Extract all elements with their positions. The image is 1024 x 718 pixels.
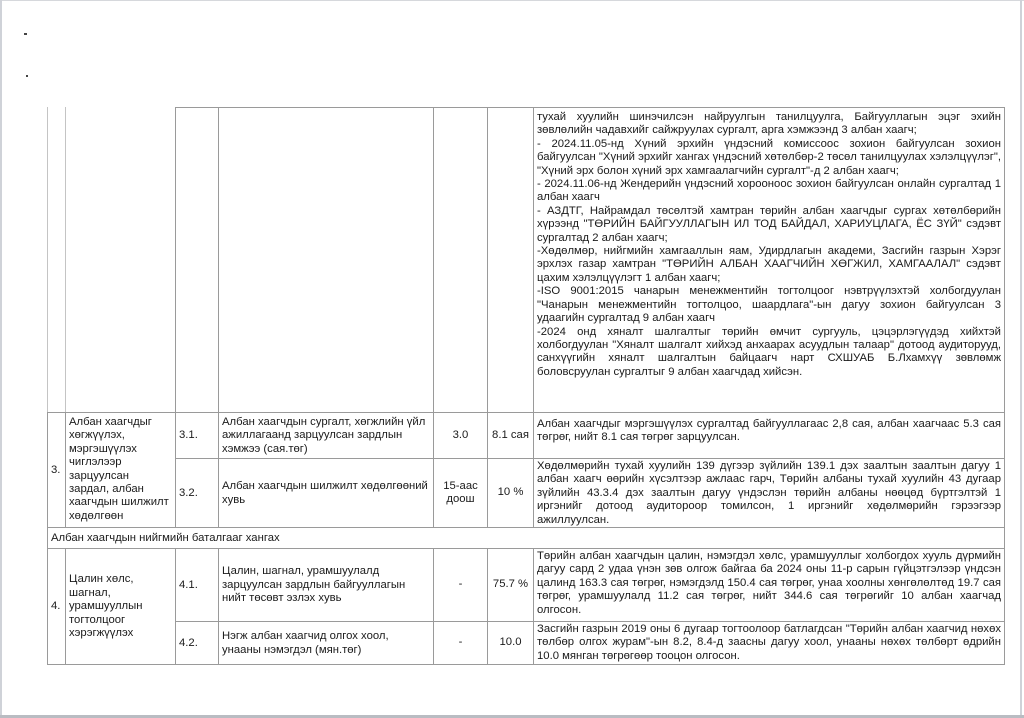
- group4-goal-cell: [65, 548, 175, 665]
- actual-value: 10.0: [499, 636, 522, 649]
- row-4-2-actual-cell: [487, 621, 533, 665]
- row-3-1-target-cell: [433, 412, 487, 458]
- row-4-2-indicator-cell: [218, 621, 433, 665]
- indicator-text: Албан хаагчдын сургалт, хөгжлийн үйл ажиллагаанд зарцуулсан зардлын хэмжээ (сая.төг): [222, 415, 426, 455]
- cont-code-cell: [175, 107, 218, 412]
- row-4-1-target-cell: [433, 548, 487, 621]
- scan-speck: [24, 33, 27, 35]
- row-4-2-code-cell: [175, 621, 218, 665]
- row-3-2-indicator-cell: [218, 458, 433, 527]
- cont-report-cell: [533, 107, 1005, 412]
- cont-number-cell: [47, 107, 65, 412]
- cont-goal-cell: [65, 107, 175, 412]
- group-number: 3.: [51, 463, 61, 476]
- row-4-1-indicator-cell: [218, 548, 433, 621]
- activity-item: - 2024.11.05-нд Хүний эрхийн үндэсний комиссоос зохион байгуулсан зохион байгуулсан "Хүний эрхийг хангах үндэсний хөтөлбөр-2 төсөл танилцуулах хэлэлцүүлэг", "Хүний эрх болон хүний эрх хамгаалагчийн сургалт"-д 2 албан хаагч;: [537, 137, 1001, 177]
- row-4-1-actual-cell: [487, 548, 533, 621]
- row-4-2-report-cell: [533, 621, 1005, 665]
- row-3-1-report-cell: [533, 412, 1005, 458]
- row-3-2-code-cell: [175, 458, 218, 527]
- actual-value: 10 %: [497, 486, 524, 499]
- section-header-row: [47, 527, 1005, 548]
- report-text: Албан хаагчдыг мэргэшүүлэх сургалтад байгууллагаас 2,8 сая, албан хаагчаас 5.3 сая төгрөг, нийт 8.1 сая төгрөг зарцуулсан.: [537, 418, 1001, 444]
- report-text: Хөдөлмөрийн тухай хуулийн 139 дүгээр зүйлийн 139.1 дэх заалтын заалтын дагуу 1 албан хаагч өөрийн хүсэлтээр ажлаас гарч, Төрийн албаны тухай хуулийн 43 дугаар зүйлийн 43.3.4 дэх заалтын дагуу үндэслэн төрийн албаны нөөцөд бүртгэлтэй 1 иргэнийг дотоод аудитороор томилсон, 1 иргэнийг хөдөлмөрийн гэрээгээр ажиллуулсан.: [537, 460, 1001, 526]
- row-3-1-code-cell: [175, 412, 218, 458]
- group3-goal-cell: [65, 412, 175, 527]
- activity-item: -2024 онд хяналт шалгалтыг төрийн өмчит сургууль, цэцэрлэгүүдэд хийхтэй холбогдуулан "Хяналт шалгалт хийхэд анхаарах асуудлын талаар" дотоод аудиторууд, санхүүгийн хяналт шалгалтын байцаагч нарт СХШУАБ Б.Лхамхүү зөвлөмж боловсруулан сургалтыг 9 албан хаагчдад хийсэн.: [537, 325, 1001, 378]
- row-4-2-target-cell: [433, 621, 487, 665]
- report-text: Төрийн албан хаагчдын цалин, нэмэгдэл хөлс, урамшууллыг холбогдох хууль дүрмийн дагуу сард 2 удаа үнэн зөв олгож байгаа ба 2024 оны 11-р сарын гүйцэтгэлээр үндсэн цалинд 163.3 сая төгрөг, нэмэгдэлд 150.4 сая төгрөг, унаа хоолны хөнгөлөлтөд 19.7 сая төгрөг, урамшуулалд 11.2 сая төгрөг, нийт 344.6 сая төгрөгийг 10 албан хаагчад олгосон.: [537, 550, 1001, 616]
- group-number: 4.: [51, 600, 61, 613]
- report-text: Засгийн газрын 2019 оны 6 дугаар тогтоолоор батлагдсан "Төрийн албан хаагчид нөхөх төлбөр олгох журам"-ын 8.2, 8.4-д заасны дагуу хоол, унааны нөхөх төлбөрт өдрийн 10.0 мянган төгрөгөөр тооцон олгосон.: [537, 623, 1001, 662]
- row-3-2-report-cell: [533, 458, 1005, 527]
- scan-speck: [26, 75, 28, 77]
- cont-target-cell: [433, 107, 487, 412]
- indicator-code: 4.1.: [179, 578, 198, 591]
- row-3-2-actual-cell: [487, 458, 533, 527]
- target-value: -: [458, 578, 463, 591]
- target-value: -: [458, 636, 463, 649]
- cont-actual-cell: [487, 107, 533, 412]
- indicator-code: 4.2.: [179, 636, 198, 649]
- indicator-code: 3.2.: [179, 486, 198, 499]
- row-3-2-target-cell: [433, 458, 487, 527]
- page-right-edge: [1020, 0, 1022, 718]
- goal-text: Цалин хөлс, шагнал, урамшууллын тогтолцоог хэрэгжүүлэх: [69, 573, 143, 640]
- page-left-edge: [0, 0, 2, 718]
- group4-number-cell: [47, 548, 65, 665]
- activity-item: тухай хуулийн шинэчилсэн найруулгын танилцуулга, Байгууллагын эцэг эхийн зөвлөлийн чадавхийг сайжруулах сургалт, арга хэмжээнд 3 албан хаагч;: [537, 111, 1001, 137]
- goal-text: Албан хаагчдыг хөгжүүлэх, мэргэшүүлэх чиглэлээр зарцуулсан зардал, албан хаагчдын шилжилт хөдөлгөөн: [69, 416, 169, 522]
- indicator-code: 3.1.: [179, 429, 198, 442]
- activity-item: - 2024.11.06-нд Жендерийн үндэсний хорооноос зохион байгуулсан онлайн сургалтад 1 албан хаагч: [537, 178, 1001, 204]
- row-4-1-report-cell: [533, 548, 1005, 621]
- actual-value: 8.1 сая: [492, 428, 529, 441]
- indicator-text: Албан хаагчдын шилжилт хөдөлгөөний хувь: [222, 480, 428, 506]
- target-value: 15-аас доош: [443, 479, 478, 505]
- group3-number-cell: [47, 412, 65, 527]
- activity-item: - АЗДТГ, Найрамдал төсөлтэй хамтран төрийн албан хаагчдыг сургах хөтөлбөрийн хүрээнд "ТӨРИЙН БАЙГУУЛЛАГЫН ИЛ ТОД БАЙДАЛ, ХАРИУЦЛАГА, ЁС ЗҮЙ" сэдэвт сургалтад 2 албан хаагч;: [537, 204, 1001, 244]
- cont-indicator-cell: [218, 107, 433, 412]
- row-4-1-code-cell: [175, 548, 218, 621]
- section-title: Албан хаагчдын нийгмийн баталгааг хангах: [51, 531, 280, 544]
- activity-item: -ISO 9001:2015 чанарын менежментийн тогтолцоог нэвтрүүлэхтэй холбогдуулан "Чанарын менежментийн тогтолцоо, шаардлага"-ын дагуу зохион байгуулсан 3 удаагийн сургалтад 9 албан хаагч: [537, 285, 1001, 325]
- page-top-edge: [0, 0, 1024, 1]
- target-value: 3.0: [452, 428, 469, 441]
- actual-value: 75.7 %: [492, 578, 529, 591]
- row-3-1-actual-cell: [487, 412, 533, 458]
- indicator-text: Нэгж албан хаагчид олгох хоол, унааны нэмэгдэл (мян.төг): [222, 630, 389, 656]
- activity-item: -Хөдөлмөр, нийгмийн хамгааллын яам, Удирдлагын академи, Засгийн газрын Хэрэг эрхлэх газар хамтран "ТӨРИЙН АЛБАН ХААГЧИЙН ХӨГЖИЛ, ХАМГААЛАЛ" сэдэвт цахим хэлэлцүүлэгт 1 албан хаагч;: [537, 245, 1001, 284]
- indicator-text: Цалин, шагнал, урамшуулалд зарцуулсан зардлын байгууллагын нийт төсөвт эзлэх хувь: [222, 565, 406, 605]
- row-3-1-indicator-cell: [218, 412, 433, 458]
